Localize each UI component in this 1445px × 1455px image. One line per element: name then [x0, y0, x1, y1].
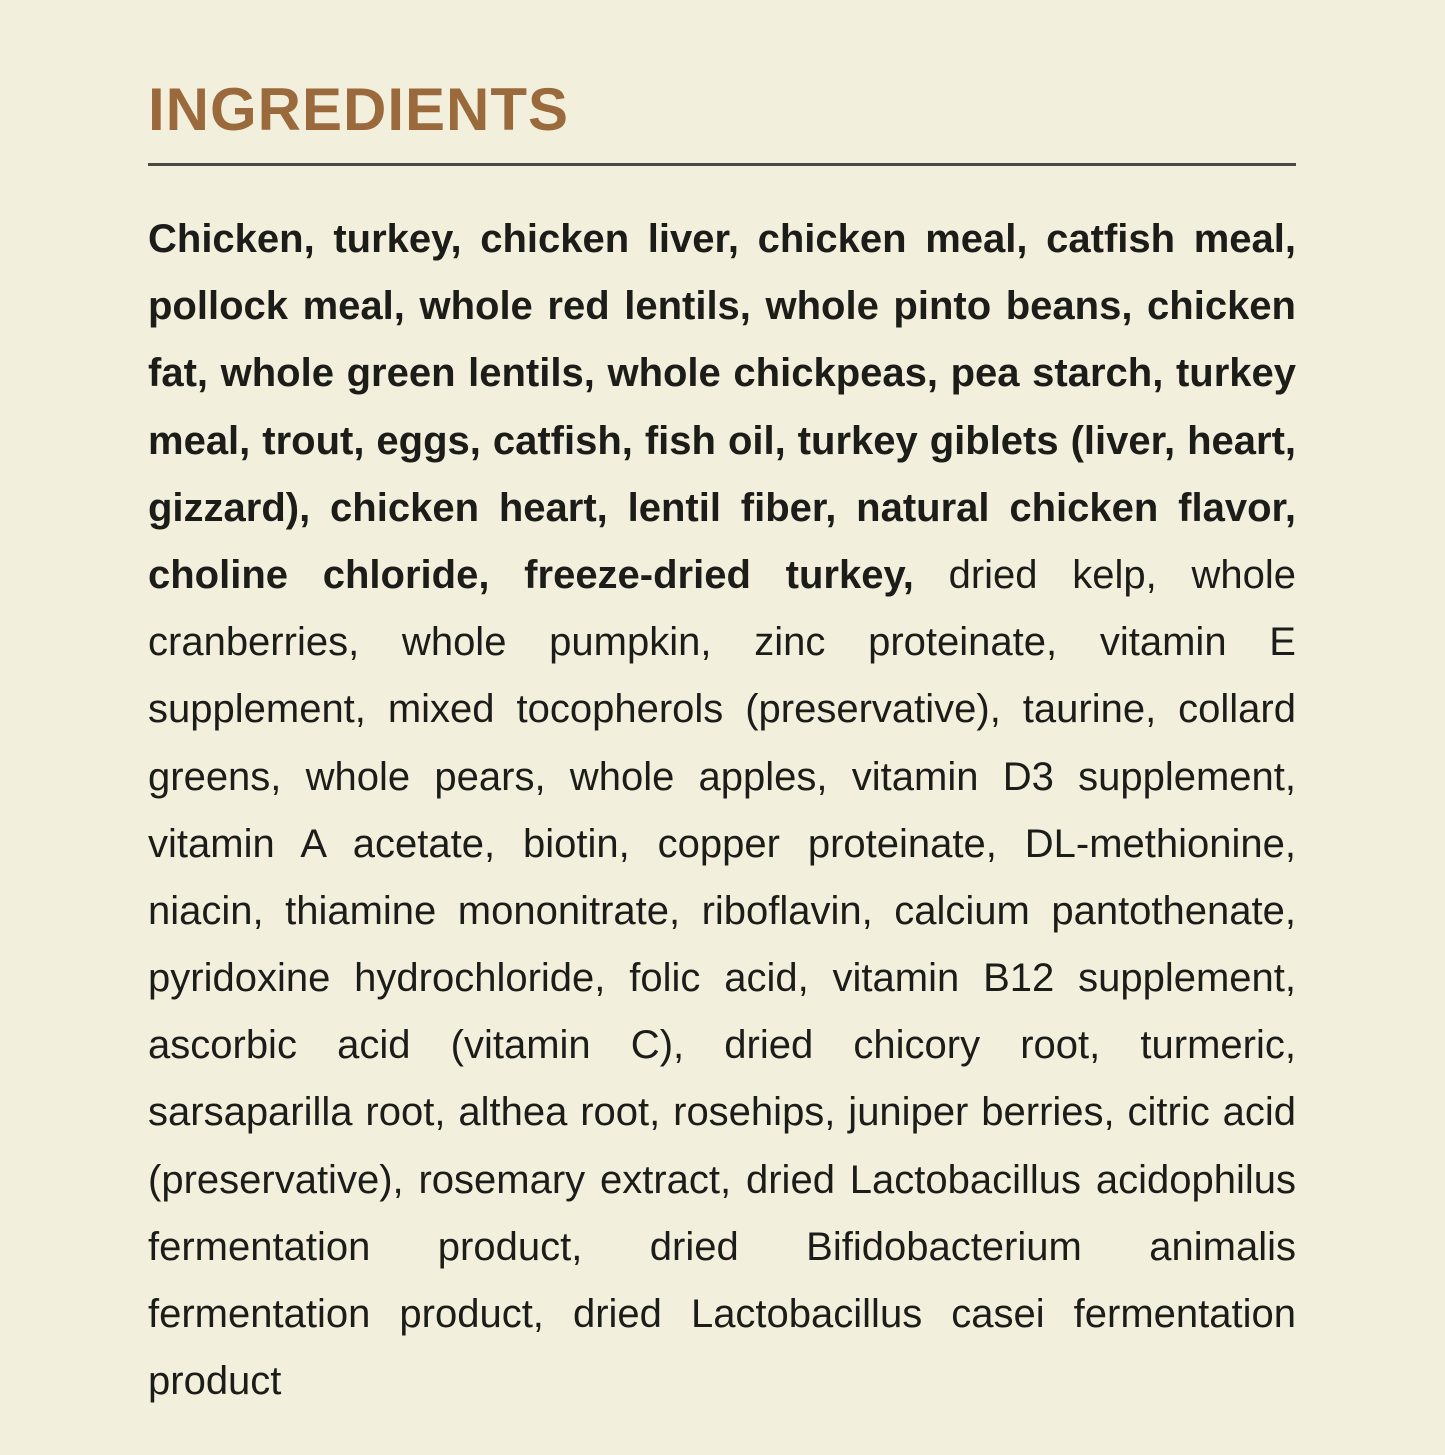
page-title: INGREDIENTS [148, 76, 570, 143]
ingredients-panel [148, 78, 1296, 1455]
ingredients-primary-text: Chicken, turkey, chicken liver, chicken meal, catfish meal, pollock meal, whole red lentils, whole pinto beans, chicken fat, whole green lentils, whole chickpeas, pea starch, turkey meal, trout, eggs, catfish, fish oil, turkey giblets (liver, heart, gizzard), chicken heart, lentil fiber, natural chicken flavor, choline chloride, freeze-dried turkey, [148, 217, 1296, 597]
title-divider [148, 163, 1296, 166]
ingredients-text [148, 206, 1296, 1415]
ingredients-secondary-text: dried kelp, whole cranberries, whole pumpkin, zinc proteinate, vitamin E supplement, mixed tocopherols (preservative), taurine, collard greens, whole pears, whole apples, vitamin D3 supplement, vitamin A acetate, biotin, copper proteinate, DL-methionine, niacin, thiamine mononitrate, riboflavin, calcium pantothenate, pyridoxine hydrochloride, folic acid, vitamin B12 supplement, ascorbic acid (vitamin C), dried chicory root, turmeric, sarsaparilla root, althea root, rosehips, juniper berries, citric acid (preservative), rosemary extract, dried Lactobacillus acidophilus fermentation product, dried Bifidobacterium animalis fermentation product, dried Lactobacillus casei fermentation product [148, 552, 1296, 1404]
